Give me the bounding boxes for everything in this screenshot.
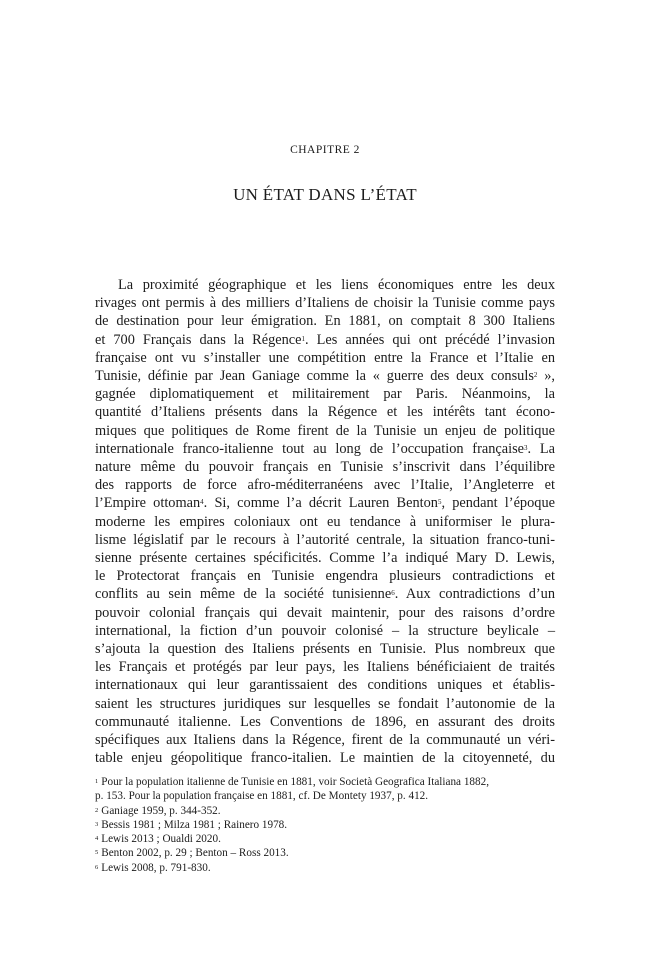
body-text-segment: les Français et protégés par leur pays, les Italiens bénéficiaient de traités [95,659,555,676]
footnote-text: Lewis 2013 ; Oualdi 2020. [101,833,221,846]
footnote-text: Lewis 2008, p. 791-830. [101,861,211,874]
body-line [95,440,555,458]
body-text-segment: l’Empire ottoman [95,495,201,512]
body-line [95,312,555,330]
footnote-line [95,789,555,803]
footnote-line [95,861,555,875]
body-line [95,713,555,731]
body-text-segment: de destination pour leur émigration. En 1881, on comptait 8 300 Italiens [95,313,555,330]
body-line [95,695,555,713]
footnote-text: Benton 2002, p. 29 ; Benton – Ross 2013. [101,847,289,860]
footnote-line [95,832,555,846]
body-line [95,276,555,294]
body-text-segment: sienne présente certaines spécificités. Comme l’a indiqué Mary D. Lewis, [95,550,555,567]
footnote-ref: 2 [533,371,538,380]
footnote-number: 4 [95,835,99,843]
body-text-segment: rivages ont permis à des milliers d’Italiens de choisir la Tunisie comme pays [95,295,555,312]
footnote-text: Ganiage 1959, p. 344-352. [101,804,221,817]
footnote-ref: 4 [200,498,204,507]
body-text-segment: », [537,368,555,385]
footnote-ref: 6 [391,589,395,598]
footnote-ref: 3 [524,443,528,452]
body-text-segment: nature même du pouvoir français en Tunisie s’inscrivit dans l’équilibre [95,459,555,476]
footnote-line [95,775,555,789]
body-text-segment: communauté italienne. Les Conventions de 1896, en assurant des droits [95,713,555,730]
footnote-number: 3 [95,820,99,828]
body-text-segment: Tunisie, définie par Jean Ganiage comme la « guerre des deux consuls [95,368,534,385]
footnote-line [95,846,555,860]
footnotes [95,775,555,875]
body-text-segment: . Aux contradictions d’un [394,586,555,603]
body-line [95,331,555,349]
body-text-segment: . La [527,440,555,457]
body-line [95,385,555,403]
footnote-number: 6 [95,863,99,871]
body-line [95,749,555,767]
body-line [95,494,555,512]
footnote-ref: 5 [437,498,442,507]
body-text-segment: internationaux qui leur garantissaient des conditions uniques et établis- [95,677,555,694]
body-line [95,294,555,312]
body-line [95,731,555,749]
chapter-label: CHAPITRE 2 [290,144,360,156]
body-line [95,422,555,440]
body-text-segment: international, la fiction d’un pouvoir colonisé – la structure beylicale – [95,622,555,639]
body-line [95,676,555,694]
body-text-segment: quantité d’Italiens présents dans la Régence et les intérêts tant écono- [95,404,555,421]
body-line [95,585,555,603]
body-line [95,658,555,676]
body-text-segment: internationale franco-italienne tout au long de l’occupation française [95,440,525,457]
body-text-segment: , pendant l’époque [441,495,555,512]
footnote-ref: 1 [301,334,306,343]
footnote-text: Bessis 1981 ; Milza 1981 ; Rainero 1978. [101,818,288,831]
body-text-segment: . Si, comme l’a décrit Lauren Benton [203,495,438,512]
body-text-segment: lisme législatif par le recours à l’autorité centrale, la situation franco-tuni- [95,531,555,548]
body-text-segment: La proximité géographique et les liens économiques entre les deux [118,277,555,293]
body-text-segment: table enjeu géopolitique franco-italien. Le maintien de la citoyenneté, du [95,750,555,767]
footnote-line [95,804,555,818]
body-line [95,513,555,531]
body-line [95,367,555,385]
body-line [95,458,555,476]
body-text-segment: moderne les empires coloniaux ont eu tendance à uniformiser le plura- [95,513,555,530]
body-text-segment: miques que politiques de Rome firent de la Tunisie un enjeu de politique [95,422,555,439]
body-text-segment: et 700 Français dans la Régence [95,331,302,348]
body-line [95,476,555,494]
body-line [95,622,555,640]
body-text-segment: . Les années qui ont précédé l’invasion [305,331,555,348]
body-line [95,604,555,622]
footnote-number: 2 [95,806,99,814]
footnote-text: p. 153. Pour la population française en 1881, cf. De Montety 1937, p. 412. [95,790,429,803]
body-text-segment: française ont vu s’installer une compétition entre la France et l’Italie en [95,349,555,366]
body-text-segment: saient les structures juridiques sur lesquelles se fondait l’autonomie de la [95,695,555,712]
body-line [95,531,555,549]
chapter-title: UN ÉTAT DANS L’ÉTAT [233,185,417,204]
footnote-number: 1 [95,778,99,785]
body-text-segment: spécifiques aux Italiens dans la Régence, firent de la communauté un véri- [95,732,555,749]
body-text-segment: conflits au sein même de la société tunisienne [95,586,392,603]
body-line [95,403,555,421]
footnote-line [95,818,555,832]
body-text-segment: le Protectorat français en Tunisie engendra plusieurs contradictions et [95,568,555,585]
body-line [95,549,555,567]
body-text-segment: s’ajouta la question des Italiens présents en Tunisie. Plus nombreux que [95,641,555,658]
body-line [95,567,555,585]
footnote-number: 5 [95,849,99,857]
body-text-segment: des rapports de force afro-méditerranéens avec l’Italie, l’Angleterre et [95,477,555,494]
body-text-segment: gagnée diplomatiquement et militairement par Paris. Néanmoins, la [95,386,555,403]
body-line [95,640,555,658]
body-text-segment: pouvoir colonial français qui devait maintenir, pour des raisons d’ordre [95,604,555,621]
footnote-text: Pour la population italienne de Tunisie en 1881, voir Società Geografica Italiana 1882, [101,776,489,788]
body-line [95,349,555,367]
body-text [95,276,555,767]
